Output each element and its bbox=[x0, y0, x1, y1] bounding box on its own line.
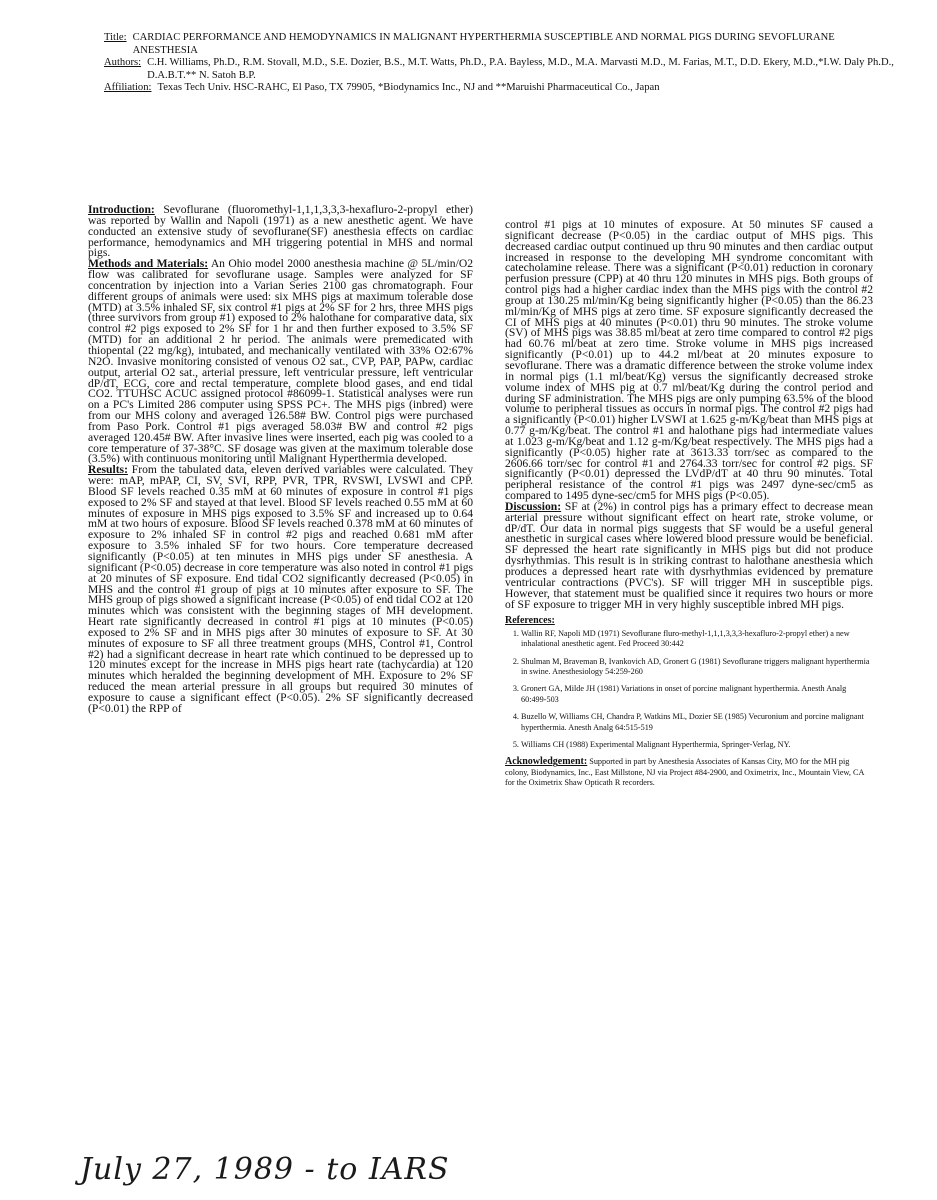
results-paragraph bbox=[88, 465, 473, 714]
affiliation-text: Texas Tech Univ. HSC-RAHC, El Paso, TX 79905, *Biodynamics Inc., NJ and **Maruishi Pharmaceutical Co., Japan bbox=[157, 82, 660, 94]
acknowledgement-heading: Acknowledgement: bbox=[505, 756, 588, 768]
handwritten-note: July 27, 1989 - to IARS bbox=[80, 1152, 450, 1187]
introduction-text: Sevoflurane (fluoromethyl-1,1,1,3,3,3-hexafluro-2-propyl ether) was reported by Wallin and Napoli (1971) as a new anesthetic agent. We have conducted an extensive study of sevoflurane(SF) anesthesia effects on cardiac performance, hemodynamics and MH triggering potential in MHS and normal pigs. bbox=[88, 203, 473, 260]
affiliation-label: Affiliation: bbox=[104, 82, 152, 94]
authors-list: C.H. Williams, Ph.D., R.M. Stovall, M.D., S.E. Dozier, B.S., M.T. Watts, Ph.D., P.A. Bayless, M.D., M.A. Marvasti M.D., M. Farias, M.T., D.D. Ekery, M.D.,*I.W. Daly Ph.D., D.A.B.T.** N. Satoh B.P. bbox=[147, 57, 894, 81]
methods-paragraph bbox=[88, 259, 473, 465]
title-label: Title: bbox=[104, 32, 127, 43]
references-list bbox=[505, 629, 873, 751]
results-continued-text: control #1 pigs at 10 minutes of exposure. At 50 minutes SF caused a significant decrease (P<0.05) in the cardiac output of MHS pigs. This decreased cardiac output continued up thru 90 minutes and then cardiac output increased in response to the developing MH syndrome concomitant with catecholamine release. There was a significant (P<0.01) reduction in coronary perfusion pressure (CPP) at 40 thru 120 minutes in MHS pigs. Both groups of control pigs had a higher cardiac index than the MHS pigs with the control #2 group at 130.25 ml/min/Kg being significantly higher (P<0.05) than the 86.23 ml/min/Kg of MHS pigs at zero time. SF exposure significantly decreased the CI of MHS pigs at 40 minutes (P<0.01) thru 90 minutes. The stroke volume (SV) of MHS pigs was 38.85 ml/beat at zero time compared to control #2 pigs had 60.76 ml/beat at zero time. Stroke volume in MHS pigs increased significantly (P<0.01) up to 44.2 ml/beat at 20 minutes exposure to sevoflurane. There was a dramatic difference between the stroke volume index in normal pigs (1.1 ml/beat/Kg) versus the significantly decreased stroke volume index of MHS pig at 0.7 ml/beat/Kg during the control period and during SF administration. The MHS pigs are only pumping 63.5% of the blood volume to peripheral tissues as occurs in normal pigs. The control #2 pigs had a significantly (P<0.01) higher LVSWI at 1.625 g-m/Kg/beat than MHS pigs at 0.77 g-m/Kg/beat. The control #1 and halothane pigs had intermediate values at 1.023 g-m/Kg/beat and 1.12 g-m/Kg/beat respectively. The MHS pigs had a significantly (P<0.05) higher rate at 3613.33 torr/sec as compared to the 2606.66 torr/sec for control #1 and 2764.33 torr/sec for control #2 pigs. SF significantly (P<0.01) depressed the LVdP/dT at 40 thru 90 minutes. Total peripheral resistance of the control #1 pigs was 2497 dyne-sec/cm5 as compared to 1495 dyne-sec/cm5 for MHS pigs (P<0.05). bbox=[505, 218, 873, 503]
reference-item: 3. Gronert GA, Milde JH (1981) Variations in onset of porcine malignant hyperthermia. Anesth Analg 60:499-503 bbox=[521, 684, 873, 705]
abstract-header bbox=[104, 32, 894, 95]
authors-row bbox=[104, 57, 894, 82]
title-row bbox=[104, 32, 894, 57]
references-heading: References: bbox=[505, 615, 555, 627]
reference-item: 5. Williams CH (1988) Experimental Malignant Hyperthermia, Springer-Verlag, NY. bbox=[521, 740, 873, 750]
right-column bbox=[505, 220, 873, 789]
methods-text: An Ohio model 2000 anesthesia machine @ 5L/min/O2 flow was calibrated for sevoflurane usage. Samples were analyzed for SF concentration by injection into a Varian Series 2100 gas chromatograph. Four different groups of animals were used: six MHS pigs at maximum tolerable dose (MTD) at 3.5% inhaled SF, six control #1 pigs at 2% SF for 2 hrs, three MHS pigs (three survivors from group #1) exposed to 2% halothane for comparative data, six control #2 pigs exposed to 2% SF for 1 hr and then further exposed to 3.5% SF (MTD) for an additional 2 hr period. The animals were premedicated with thiopental (22 mg/kg), intubated, and mechanically ventilated with 33% O2:67% N2O. Invasive monitoring consisted of venous O2 sat., CVP, PAP, PAPw, cardiac output, arterial O2 sat., arterial pressure, left ventricular pressure, left ventricular dP/dT, ECG, core and rectal temperature, complete blood gases, and end tidal CO2. TTUHSC ACUC assigned protocol #86099-1. Statistical analyses were run on a PC's Limited 286 computer using SPSS PC+. The MHS pigs (inbred) were from our MHS colony and averaged 126.58# BW. Control pigs were purchased from Paso Pork. Control #1 pigs averaged 58.03# BW and control #2 pigs averaged 120.45# BW. After invasive lines were inserted, each pig was cooled to a core temperature of 37-38°C. SF dosage was given at the maximum tolerable dose (3.5%) with continuous monitoring until Malignant Hyperthermia developed. bbox=[88, 257, 473, 466]
methods-heading: Methods and Materials: bbox=[88, 257, 209, 271]
paper-title: CARDIAC PERFORMANCE AND HEMODYNAMICS IN MALIGNANT HYPERTHERMIA SUSCEPTIBLE AND NORMAL PIGS DURING SEVOFLURANE ANESTHESIA bbox=[132, 32, 835, 56]
authors-label: Authors: bbox=[104, 57, 142, 69]
introduction-heading: Introduction: bbox=[88, 203, 155, 216]
results-continued-paragraph bbox=[505, 220, 873, 502]
left-column bbox=[88, 205, 473, 715]
reference-item: 4. Buzello W, Williams CH, Chandra P, Watkins ML, Dozier SE (1985) Vecuronium and porcine malignant hyperthermia. Anesth Analg 64:515-519 bbox=[521, 712, 873, 733]
reference-item: 1. Wallin RF, Napoli MD (1971) Sevoflurane fluro-methyl-1,1,1,3,3,3-hexafluro-2-propyl ether) a new inhalational anesthetic agent. Fed Proceed 30:442 bbox=[521, 629, 873, 650]
discussion-text: SF at (2%) in control pigs has a primary effect to decrease mean arterial pressure without significant effect on heart rate, stroke volume, or dP/dT. Our data in normal pigs suggests that SF would be a useful general anesthetic in surgical cases where lowered blood pressure would be beneficial. SF depressed the heart rate significantly in MHS pigs but did not produce dysrhythmias. This result is in striking contrast to halothane anesthesia which produces a depressed heart rate with dysrhythmias evidenced by premature ventricular contractions (PVC's). SF will trigger MH in susceptible pigs. However, that statement must be qualified since it requires two hours or more of SF exposure to trigger MH in very highly susceptible inbred MH pigs. bbox=[505, 499, 873, 611]
results-heading: Results: bbox=[88, 463, 128, 477]
references-section bbox=[505, 616, 873, 750]
discussion-paragraph bbox=[505, 499, 873, 611]
affiliation-row bbox=[104, 82, 894, 95]
reference-item: 2. Shulman M, Braveman B, Ivankovich AD, Gronert G (1981) Sevoflurane triggers malignant hyperthermia in swine. Anesthesiology 54:259-260 bbox=[521, 657, 873, 678]
results-text: From the tabulated data, eleven derived variables were calculated. They were: mAP, mPAP, CI, SV, SVI, RPP, PVR, TPR, RVSWI, LVSWI and CPP. Blood SF levels reached 0.35 mM at 60 minutes of exposure in control #1 pigs exposed to 2% SF and stayed at that level. Blood SF levels reached 0.55 mM at 60 minutes of exposure in MHS pigs exposed to 3.5% SF and increased up to 0.64 mM at two hours of exposure. Blood SF levels reached 0.378 mM at 60 minutes of exposure to 2% inhaled SF in control #2 pigs and reached 0.681 mM after exposure to 3.5% inhaled SF for two hours. Core temperature decreased significantly (P<0.05) at ten minutes in MHS pigs under SF anesthesia. A significant (P<0.05) decrease in core temperature was also noted in control #1 pigs at 20 minutes of SF exposure. End tidal CO2 significantly decreased (P<0.05) in MHS and the control #1 group of pigs at 10 minutes after exposure to SF. The MHS group of pigs showed a significant increase (P<0.05) of end tidal CO2 at 120 minutes which was consistent with the beginning stages of MH development. Heart rate significantly decreased in control #1 pigs at 10 minutes (P<0.05) exposed to 2% SF and in MHS pigs after 30 minutes of exposure to SF. At 30 minutes of exposure to SF all three treatment groups (MHS, Control #1, Control #2) had a significant decrease in heart rate which continued to be depressed up to 120 minutes except for the increase in MHS pigs heart rate (tachycardia) at 120 minutes which heralded the beginning development of MH. Exposure to 2% SF reduced the mean arterial pressure in all groups but required 30 minutes of exposure to cause a significant effect (P<0.05). 2% SF significantly decreased (P<0.01) the RPP of bbox=[88, 463, 473, 715]
discussion-heading: Discussion: bbox=[505, 499, 562, 513]
acknowledgement-text: Supported in part by Anesthesia Associates of Kansas City, MO for the MH pig colony, Biodynamics, Inc., East Millstone, NJ via Project #84-2900, and Oximetrix, Inc., Mountain View, CA for the Oximetrix Shaw Opticath R recorders. bbox=[505, 757, 864, 788]
acknowledgement-paragraph bbox=[505, 757, 873, 788]
introduction-paragraph bbox=[88, 205, 473, 259]
